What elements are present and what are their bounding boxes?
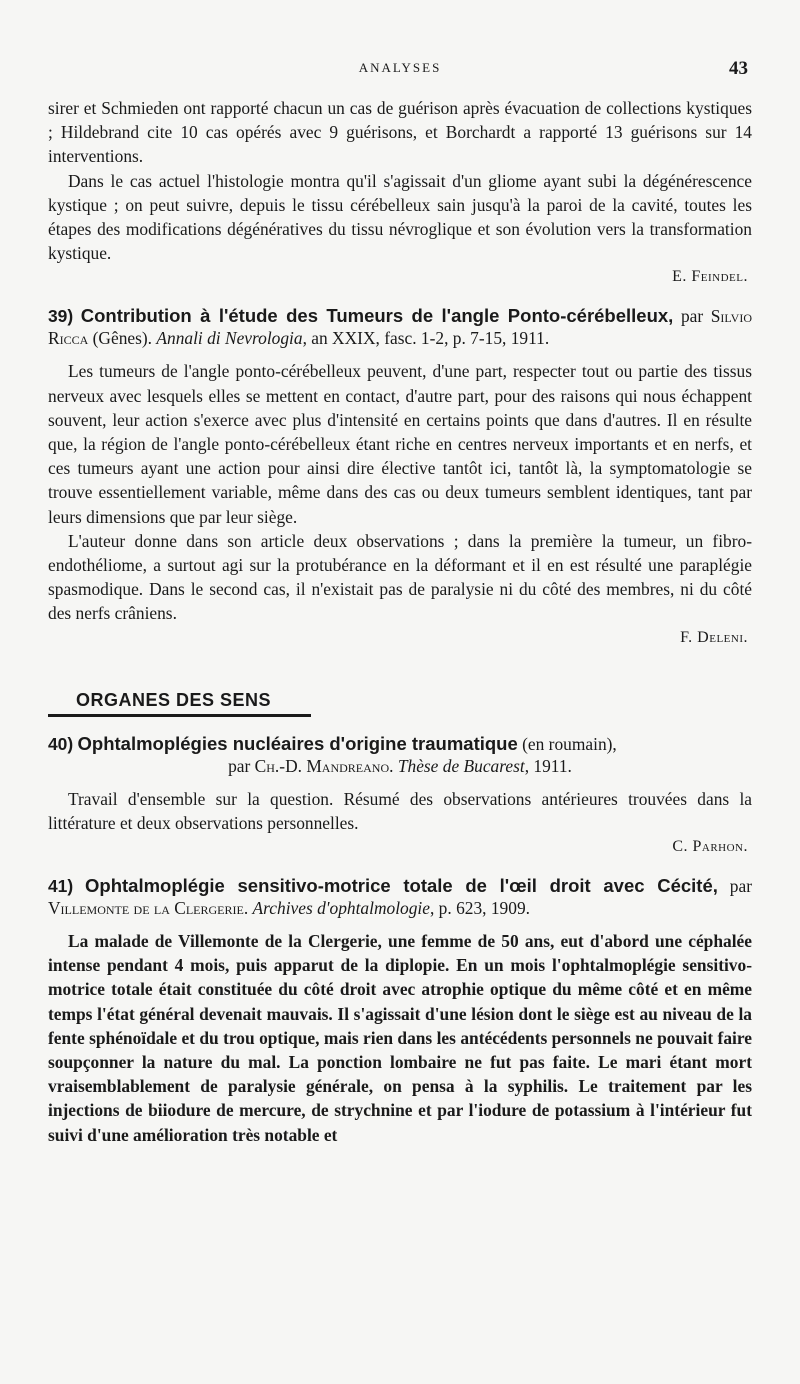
abstract-39	[48, 305, 752, 649]
abstract-40-byline	[48, 755, 752, 777]
journal-name: Annali di Nevrologia	[156, 328, 303, 349]
abstract-40-heading	[48, 733, 752, 777]
abstract-41-paragraph: La malade de Villemonte de la Clergerie, une femme de 50 ans, eut d'abord une céphalée intense pendant 4 mois, puis apparut de la diplopie. En un mois l'ophtalmoplégie sensitivo-motrice totale était constituée du côté droit avec atrophie optique du même côté et en même temps l'état général devenait mauvais. Il s'agissait d'une lésion dont le siège est au niveau de la fente sphénoïdale et du trou optique, mais rien dans les antécédents personnels ne pouvait faire soupçonner la nature du mal. La ponction lombaire ne fut pas faite. Le mari étant mort vraisemblablement de paralysie générale, on pensa à la syphilis. Le traitement par les injections de biiodure de mercure, de strychnine et par l'iodure de potassium à l'intérieur fut suivi d'une amélioration très notable et	[48, 931, 752, 1145]
abstract-author: Silvio Ricca	[48, 306, 752, 349]
abstract-40-paragraph: Travail d'ensemble sur la question. Résumé des observations antérieures trouvées dans la littérature et deux observations personnelles.	[48, 788, 752, 833]
reference-details: , 1911.	[524, 755, 572, 776]
continued-paragraph-2: Dans le cas actuel l'histologie montra qu'il s'agissait d'un gliome ayant subi la dégénérescence kystique ; on peut suivre, depuis le tissu cérébelleux sain jusqu'à la paroi de la cavité, toutes les étapes des modifications dégénératives du tissu névroglique et son évolution vers la transformation kystique.	[48, 170, 752, 264]
language-note: (en roumain),	[517, 733, 617, 754]
abstract-40	[48, 733, 752, 859]
abstract-author: Ch.-D. Mandreano	[254, 755, 390, 776]
signature-deleni: F. Deleni.	[680, 628, 748, 646]
abstract-number: 40)	[48, 733, 74, 754]
abstract-title: Ophtalmoplégies nucléaires d'origine traumatique	[77, 732, 518, 754]
abstract-39-paragraph-2: L'auteur donne dans son article deux observations ; dans la première la tumeur, un fibro-endothéliome, a surtout agi sur la protubérance en la déformant et il en est résulté une paraplégie spasmodique. Dans le second cas, il n'existait pas de paralysie ni du côté des membres, ni du côté des nerfs crâniens.	[48, 530, 752, 624]
abstract-41	[48, 875, 752, 1147]
page-body	[48, 96, 752, 1147]
abstract-39-heading	[48, 305, 752, 349]
reference-details: , p. 623, 1909.	[429, 898, 530, 919]
journal-name: Archives d'ophtalmologie	[252, 898, 430, 919]
section-heading	[48, 690, 752, 717]
section-title: ORGANES DES SENS	[48, 690, 311, 717]
abstract-number: 41)	[48, 876, 74, 897]
signature-parhon: C. Parhon.	[672, 838, 748, 856]
separator: .	[389, 755, 398, 776]
abstract-author: Villemonte de la Clergerie	[48, 898, 244, 919]
by-text: par	[717, 876, 752, 897]
reference-details: , an XXIX, fasc. 1-2, p. 7-15, 1911.	[302, 328, 550, 349]
abstract-number: 39)	[48, 306, 74, 327]
separator: .	[243, 898, 253, 919]
running-title: ANALYSES	[358, 60, 442, 75]
signature-feindel: E. Feindel.	[672, 268, 748, 286]
author-place: (Gênes).	[88, 328, 157, 349]
page-number: 43	[729, 58, 748, 79]
by-text: par	[673, 306, 711, 327]
by-text: par	[228, 755, 255, 776]
continued-paragraph-1: sirer et Schmieden ont rapporté chacun un cas de guérison après évacuation de collections kystiques ; Hildebrand cite 10 cas opérés avec 9 guérisons, et Borchardt a rapporté 13 guérisons sur 14 interventions.	[48, 98, 752, 167]
abstract-41-heading	[48, 875, 752, 919]
journal-name: Thèse de Bucarest	[397, 755, 525, 776]
abstract-title: Contribution à l'étude des Tumeurs de l'angle Ponto-cérébelleux,	[80, 305, 674, 327]
abstract-39-paragraph-1: Les tumeurs de l'angle ponto-cérébelleux peuvent, d'une part, respecter tout ou partie des tissus nerveux avec lesquels elles se mettent en contact, d'autre part, pour des raisons qui nous échappent souvent, leur action s'exerce avec plus d'intensité en certains points que dans d'autres. Il en résulte que, la région de l'angle ponto-cérébelleux étant riche en centres nerveux importants et en nerfs, et ces tumeurs ayant une action pour ainsi dire élective tantôt ici, tantôt là, la symptomatologie se trouve essentiellement variable, même dans des cas ou deux tumeurs semblent identiques, tant par leurs dimensions que par leur siège.	[48, 361, 752, 527]
page-header	[0, 58, 800, 82]
abstract-title: Ophtalmoplégie sensitivo-motrice totale de l'œil droit avec Cécité,	[85, 875, 718, 897]
